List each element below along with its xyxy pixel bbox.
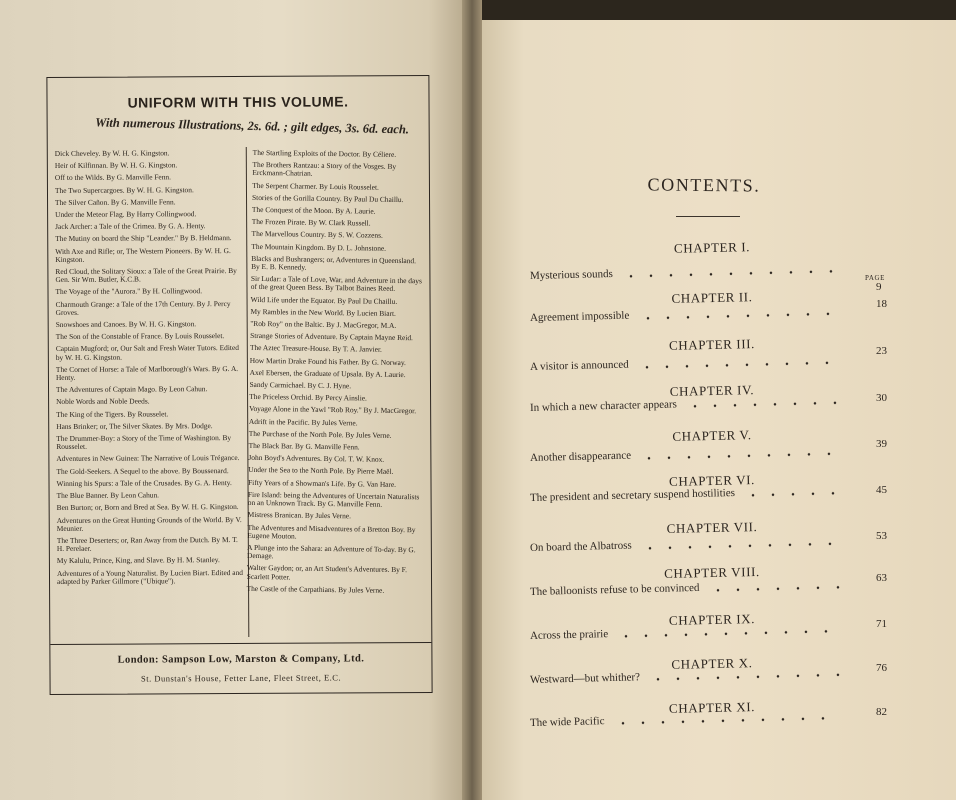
leader-dots <box>685 402 840 409</box>
advert-book-entry: The Drummer-Boy: a Story of the Time of Washington. By Rousselet. <box>56 433 232 452</box>
chapter-heading: CHAPTER II. <box>671 289 753 306</box>
advert-book-entry: The Silver Cañon. By G. Manville Fenn. <box>55 197 176 207</box>
advert-book-entry: Hans Brinker; or, The Silver Skates. By Mrs. Dodge. <box>56 421 213 431</box>
advert-book-entry: Adrift in the Pacific. By Jules Verne. <box>248 416 358 428</box>
leader-dots <box>640 542 840 550</box>
advert-book-entry: The Two Supercargoes. By W. H. G. Kingston. <box>54 184 194 195</box>
advert-book-entry: The Three Deserters; or, Ran Away from the Dutch. By M. T. H. Perelaer. <box>56 534 238 554</box>
chapter-heading: CHAPTER V. <box>672 427 752 444</box>
leader-dots <box>743 492 840 497</box>
advert-book-entry: The Castle of the Carpathians. By Jules Verne. <box>246 583 385 595</box>
chapter-title: Across the prairie <box>529 628 609 642</box>
advert-book-entry: Jack Archer: a Tale of the Crimea. By G. A. Henty. <box>55 221 206 232</box>
advert-book-entry: The Gold-Seekers. A Sequel to the above. By Boussenard. <box>56 465 229 476</box>
page-column-label: PAGE <box>865 274 886 282</box>
advert-book-entry: Walter Gaydon; or, an Art Student's Adventures. By F. Scarlett Potter. <box>246 563 408 582</box>
advert-book-entry: How Martin Drake Found his Father. By G. Norway. <box>249 355 407 367</box>
page-number: 18 <box>876 298 887 310</box>
page-number: 39 <box>876 438 887 450</box>
advert-book-entry: The Priceless Orchid. By Percy Ainslie. <box>249 392 367 403</box>
advert-book-entry: My Rambles in the New World. By Lucien Biart. <box>250 306 396 318</box>
publisher-line: London: Sampson Low, Marston & Company, Ltd. <box>117 653 365 666</box>
chapter-heading: CHAPTER I. <box>673 239 751 256</box>
advert-book-entry: Fire Island: being the Adventures of Uncertain Naturalists on an Unknown Track. By G. Manville Fenn. <box>247 489 420 509</box>
advert-book-entry: The Conquest of the Moon. By A. Laurie. <box>251 204 376 216</box>
leader-dots <box>648 674 840 682</box>
advert-book-entry: The Son of the Constable of France. By Louis Rousselet. <box>55 331 225 342</box>
leader-dots <box>621 270 840 278</box>
advert-book-entry: Blacks and Bushrangers; or, Adventures in Queensland. By E. B. Kennedy. <box>251 253 417 272</box>
chapter-heading: CHAPTER X. <box>671 655 753 672</box>
advert-book-entry: Charmouth Grange: a Tale of the 17th Century. By J. Percy Groves. <box>55 298 231 317</box>
chapter-title: The balloonists refuse to be convinced <box>529 581 700 598</box>
advert-book-entry: Heir of Kilfinnan. By W. H. G. Kingston. <box>54 160 178 171</box>
contents-title: CONTENTS. <box>647 174 761 196</box>
advert-book-entry: Voyage Alone in the Yawl "Rob Roy." By J. MacGregor. <box>249 404 417 416</box>
leader-dots <box>637 361 840 369</box>
advert-book-entry: The Blue Banner. By Leon Cahun. <box>56 490 160 501</box>
advert-book-entry: Under the Sea to the North Pole. By Pierre Maël. <box>248 465 394 477</box>
leader-dots <box>708 586 840 592</box>
advert-book-entry: The Adventures and Misadventures of a Bretton Boy. By Eugene Mouton. <box>247 522 416 541</box>
chapter-heading: CHAPTER IX. <box>668 611 756 628</box>
advert-book-entry: The Frozen Pirate. By W. Clark Russell. <box>251 217 371 228</box>
advert-book-entry: Off to the Wilds. By G. Manville Fenn. <box>54 172 171 183</box>
publisher-address: St. Dunstan's House, Fetter Lane, Fleet Street, E.C. <box>140 672 342 684</box>
chapter-heading: CHAPTER IV. <box>669 382 755 399</box>
advert-book-entry: The Voyage of the "Aurora." By H. Collingwood. <box>55 286 203 297</box>
chapter-title: Agreement impossible <box>529 309 630 324</box>
advert-book-entry: The Purchase of the North Pole. By Jules Verne. <box>248 428 392 440</box>
advert-book-entry: The Mutiny on board the Ship "Leander." By B. Heldmann. <box>55 233 232 244</box>
advert-book-entry: Ben Burton; or, Born and Bred at Sea. By W. H. G. Kingston. <box>56 502 239 513</box>
chapter-title: Mysterious sounds <box>529 267 613 282</box>
advert-book-entry: With Axe and Rifle; or, The Western Pioneers. By W. H. G. Kingston. <box>55 245 231 264</box>
advert-book-entry: John Boyd's Adventures. By Col. T. W. Knox. <box>248 453 385 465</box>
chapter-heading: CHAPTER XI. <box>668 699 756 716</box>
advert-book-entry: My Kalulu, Prince, King, and Slave. By H. M. Stanley. <box>56 555 220 566</box>
advert-subtitle: With numerous Illustrations, 2s. 6d. ; gilt edges, 3s. 6d. each. <box>95 115 410 137</box>
advert-book-entry: A Plunge into the Sahara: an Adventure of To-day. By G. Demage. <box>247 542 416 561</box>
page-number: 63 <box>876 572 887 584</box>
title-rule <box>676 216 740 217</box>
advert-book-entry: The Cornet of Horse: a Tale of Marlborough's Wars. By G. A. Henty. <box>55 363 239 383</box>
advert-book-entry: The Mountain Kingdom. By D. L. Johnstone. <box>251 241 387 253</box>
page-number: 76 <box>876 662 887 674</box>
chapter-heading: CHAPTER III. <box>668 336 756 353</box>
leader-dots <box>638 312 840 320</box>
advert-book-entry: Under the Meteor Flag. By Harry Collingwood. <box>55 209 197 219</box>
advert-book-entry: Axel Ebersen, the Graduate of Upsala. By A. Laurie. <box>249 367 406 379</box>
advert-book-entry: Sandy Carmichael. By C. J. Hyne. <box>249 379 352 391</box>
page-number: 53 <box>876 530 887 542</box>
chapter-title: The president and secretary suspend hostilities <box>529 486 736 504</box>
advert-book-entry: Captain Mugford; or, Our Salt and Fresh Water Tutors. Edited by W. H. G. Kingston. <box>55 343 239 362</box>
advert-book-entry: Strange Stories of Adventure. By Captain Mayne Reid. <box>250 331 413 343</box>
advert-book-entry: The Brothers Rantzau: a Story of the Vosges. By Erckmann-Chatrian. <box>252 160 397 179</box>
advert-book-entry: Dick Cheveley. By W. H. G. Kingston. <box>54 148 170 158</box>
advert-book-entry: Adventures on the Great Hunting Grounds of the World. By V. Meunier. <box>56 514 242 533</box>
advert-book-entry: Wild Life under the Equator. By Paul Du Chaillu. <box>250 294 398 306</box>
advert-book-entry: Stories of the Gorilla Country. By Paul Du Chaillu. <box>252 192 404 204</box>
leader-dots <box>616 630 840 638</box>
advert-book-entry: The Serpent Charmer. By Louis Rousselet. <box>252 180 379 192</box>
page-number: 71 <box>876 618 887 630</box>
chapter-heading: CHAPTER VIII. <box>663 564 760 582</box>
chapter-title: In which a new character appears <box>529 398 677 414</box>
chapter-title: On board the Albatross <box>529 539 632 554</box>
page-number: 23 <box>876 345 887 357</box>
advert-book-entry: The Marvellous Country. By S. W. Cozzens. <box>251 229 383 241</box>
advert-book-entry: The King of the Tigers. By Rousselet. <box>56 409 169 419</box>
page-number: 9 <box>876 281 882 293</box>
advert-book-entry: Adventures in New Guinea: The Narrative of Louis Trégance. <box>56 453 240 464</box>
advert-title: UNIFORM WITH THIS VOLUME. <box>127 93 349 111</box>
leader-dots <box>613 717 840 726</box>
chapter-title: The wide Pacific <box>529 715 605 729</box>
chapter-title: A visitor is announced <box>529 358 629 373</box>
advert-book-entry: The Black Bar. By G. Manville Fenn. <box>248 440 360 452</box>
advert-book-entry: Fifty Years of a Showman's Life. By G. Van Hare. <box>248 477 397 489</box>
leader-dots <box>639 452 840 460</box>
chapter-title: Another disappearance <box>529 449 632 464</box>
advert-book-entry: Snowshoes and Canoes. By W. H. G. Kingston. <box>55 319 197 330</box>
chapter-heading: CHAPTER VI. <box>668 472 756 489</box>
advert-book-entry: Red Cloud, the Solitary Sioux: a Tale of the Great Prairie. By Gen. Sir Wm. Butler, K.C.B. <box>55 266 237 285</box>
chapter-title: Westward—but whither? <box>529 671 641 686</box>
advert-book-entry: Winning his Spurs: a Tale of the Crusades. By G. A. Henty. <box>56 477 232 488</box>
page-number: 30 <box>876 392 887 404</box>
page-number: 45 <box>876 484 887 496</box>
advert-book-entry: Noble Words and Noble Deeds. <box>56 396 150 407</box>
advert-book-entry: The Aztec Treasure-House. By T. A. Janvier. <box>249 343 382 355</box>
advert-book-entry: Adventures of a Young Naturalist. By Lucien Biart. Edited and adapted by Parker Gillmore ("Ubique"). <box>56 567 243 586</box>
advert-book-entry: Mistress Branican. By Jules Verne. <box>247 510 352 521</box>
advert-book-entry: The Startling Exploits of the Doctor. By Céliere. <box>252 147 397 159</box>
advert-book-entry: The Adventures of Captain Mago. By Leon Cahun. <box>55 384 208 395</box>
page-number: 82 <box>876 706 887 718</box>
chapter-heading: CHAPTER VII. <box>666 519 758 536</box>
advert-book-entry: Sir Ludar: a Tale of Love, War, and Adventure in the days of the great Queen Bess. By Talbot Baines Reed. <box>250 274 422 294</box>
advert-book-entry: "Rob Roy" on the Baltic. By J. MacGregor, M.A. <box>250 318 397 330</box>
